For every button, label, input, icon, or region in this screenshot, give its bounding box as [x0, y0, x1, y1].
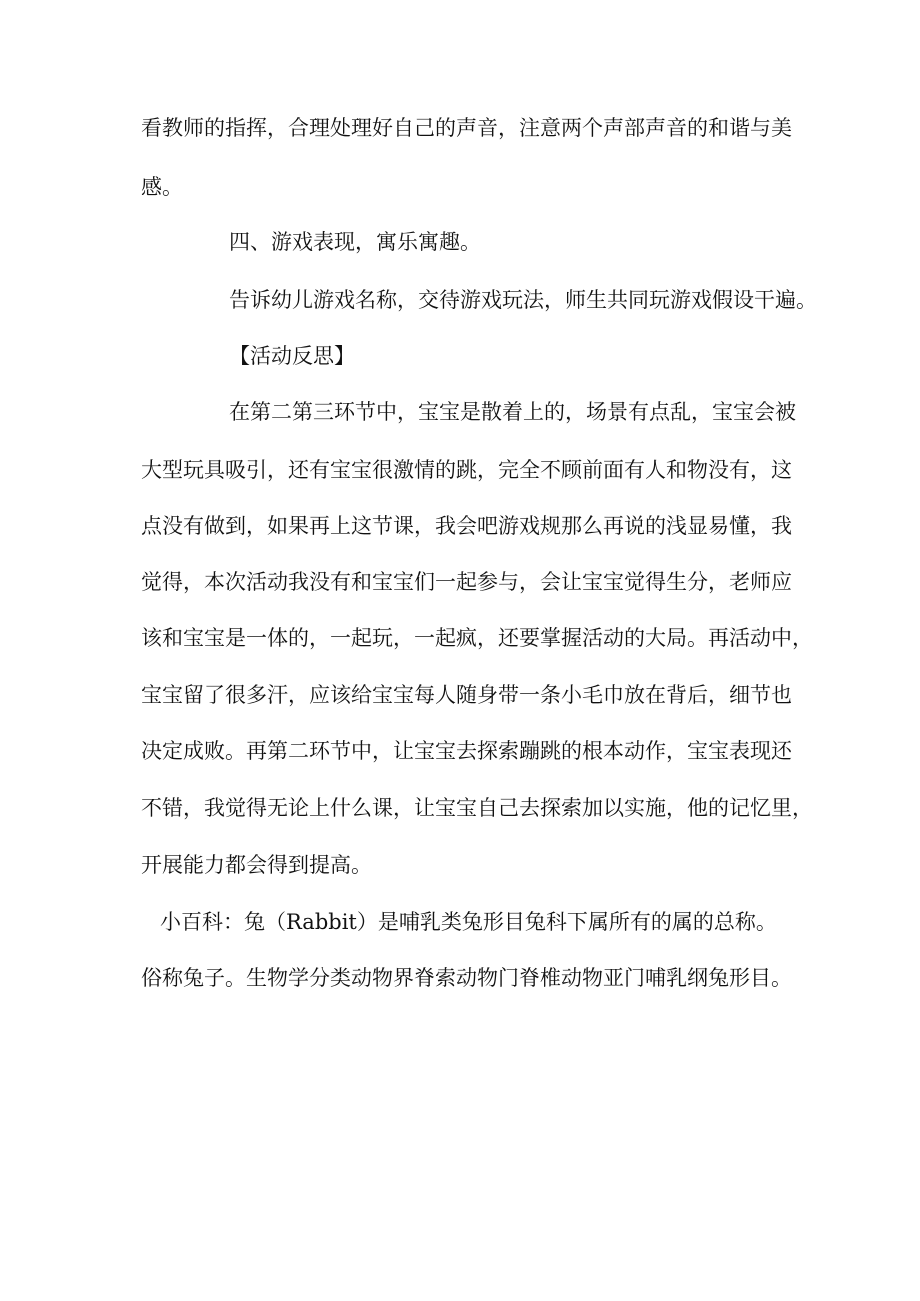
section-four-heading: 四、游戏表现，寓乐寓趣。 — [229, 230, 481, 254]
reflection-line-6: 宝宝留了很多汗，应该给宝宝每人随身带一条小毛巾放在背后，细节也 — [141, 683, 792, 707]
continuation-line-1: 看教师的指挥，合理处理好自己的声音，注意两个声部声音的和谐与美 — [141, 116, 792, 140]
reflection-line-8: 不错，我觉得无论上什么课，让宝宝自己去探索加以实施，他的记忆里， — [141, 796, 813, 820]
reflection-line-7: 决定成败。再第二环节中，让宝宝去探索蹦跳的根本动作，宝宝表现还 — [141, 739, 792, 763]
reflection-line-3: 点没有做到，如果再上这节课，我会吧游戏规那么再说的浅显易懂，我 — [141, 514, 792, 538]
encyclopedia-line-2: 俗称兔子。生物学分类动物界脊索动物门脊椎动物亚门哺乳纲兔形目。 — [141, 966, 792, 990]
continuation-line-2: 感。 — [141, 175, 183, 199]
reflection-line-4: 觉得，本次活动我没有和宝宝们一起参与，会让宝宝觉得生分，老师应 — [141, 570, 792, 594]
reflection-line-5: 该和宝宝是一体的，一起玩，一起疯，还要掌握活动的大局。再活动中， — [141, 626, 813, 650]
section-four-body: 告诉幼儿游戏名称，交待游戏玩法，师生共同玩游戏假设干遍。 — [229, 288, 817, 312]
encyclopedia-line-1: 小百科：兔（Rabbit）是哺乳类兔形目兔科下属所有的属的总称。 — [160, 910, 777, 934]
reflection-line-9: 开展能力都会得到提高。 — [141, 853, 372, 877]
reflection-heading: 【活动反思】 — [229, 344, 355, 368]
reflection-line-2: 大型玩具吸引，还有宝宝很激情的跳，完全不顾前面有人和物没有，这 — [141, 458, 792, 482]
reflection-line-1: 在第二第三环节中，宝宝是散着上的，场景有点乱，宝宝会被 — [229, 400, 796, 424]
